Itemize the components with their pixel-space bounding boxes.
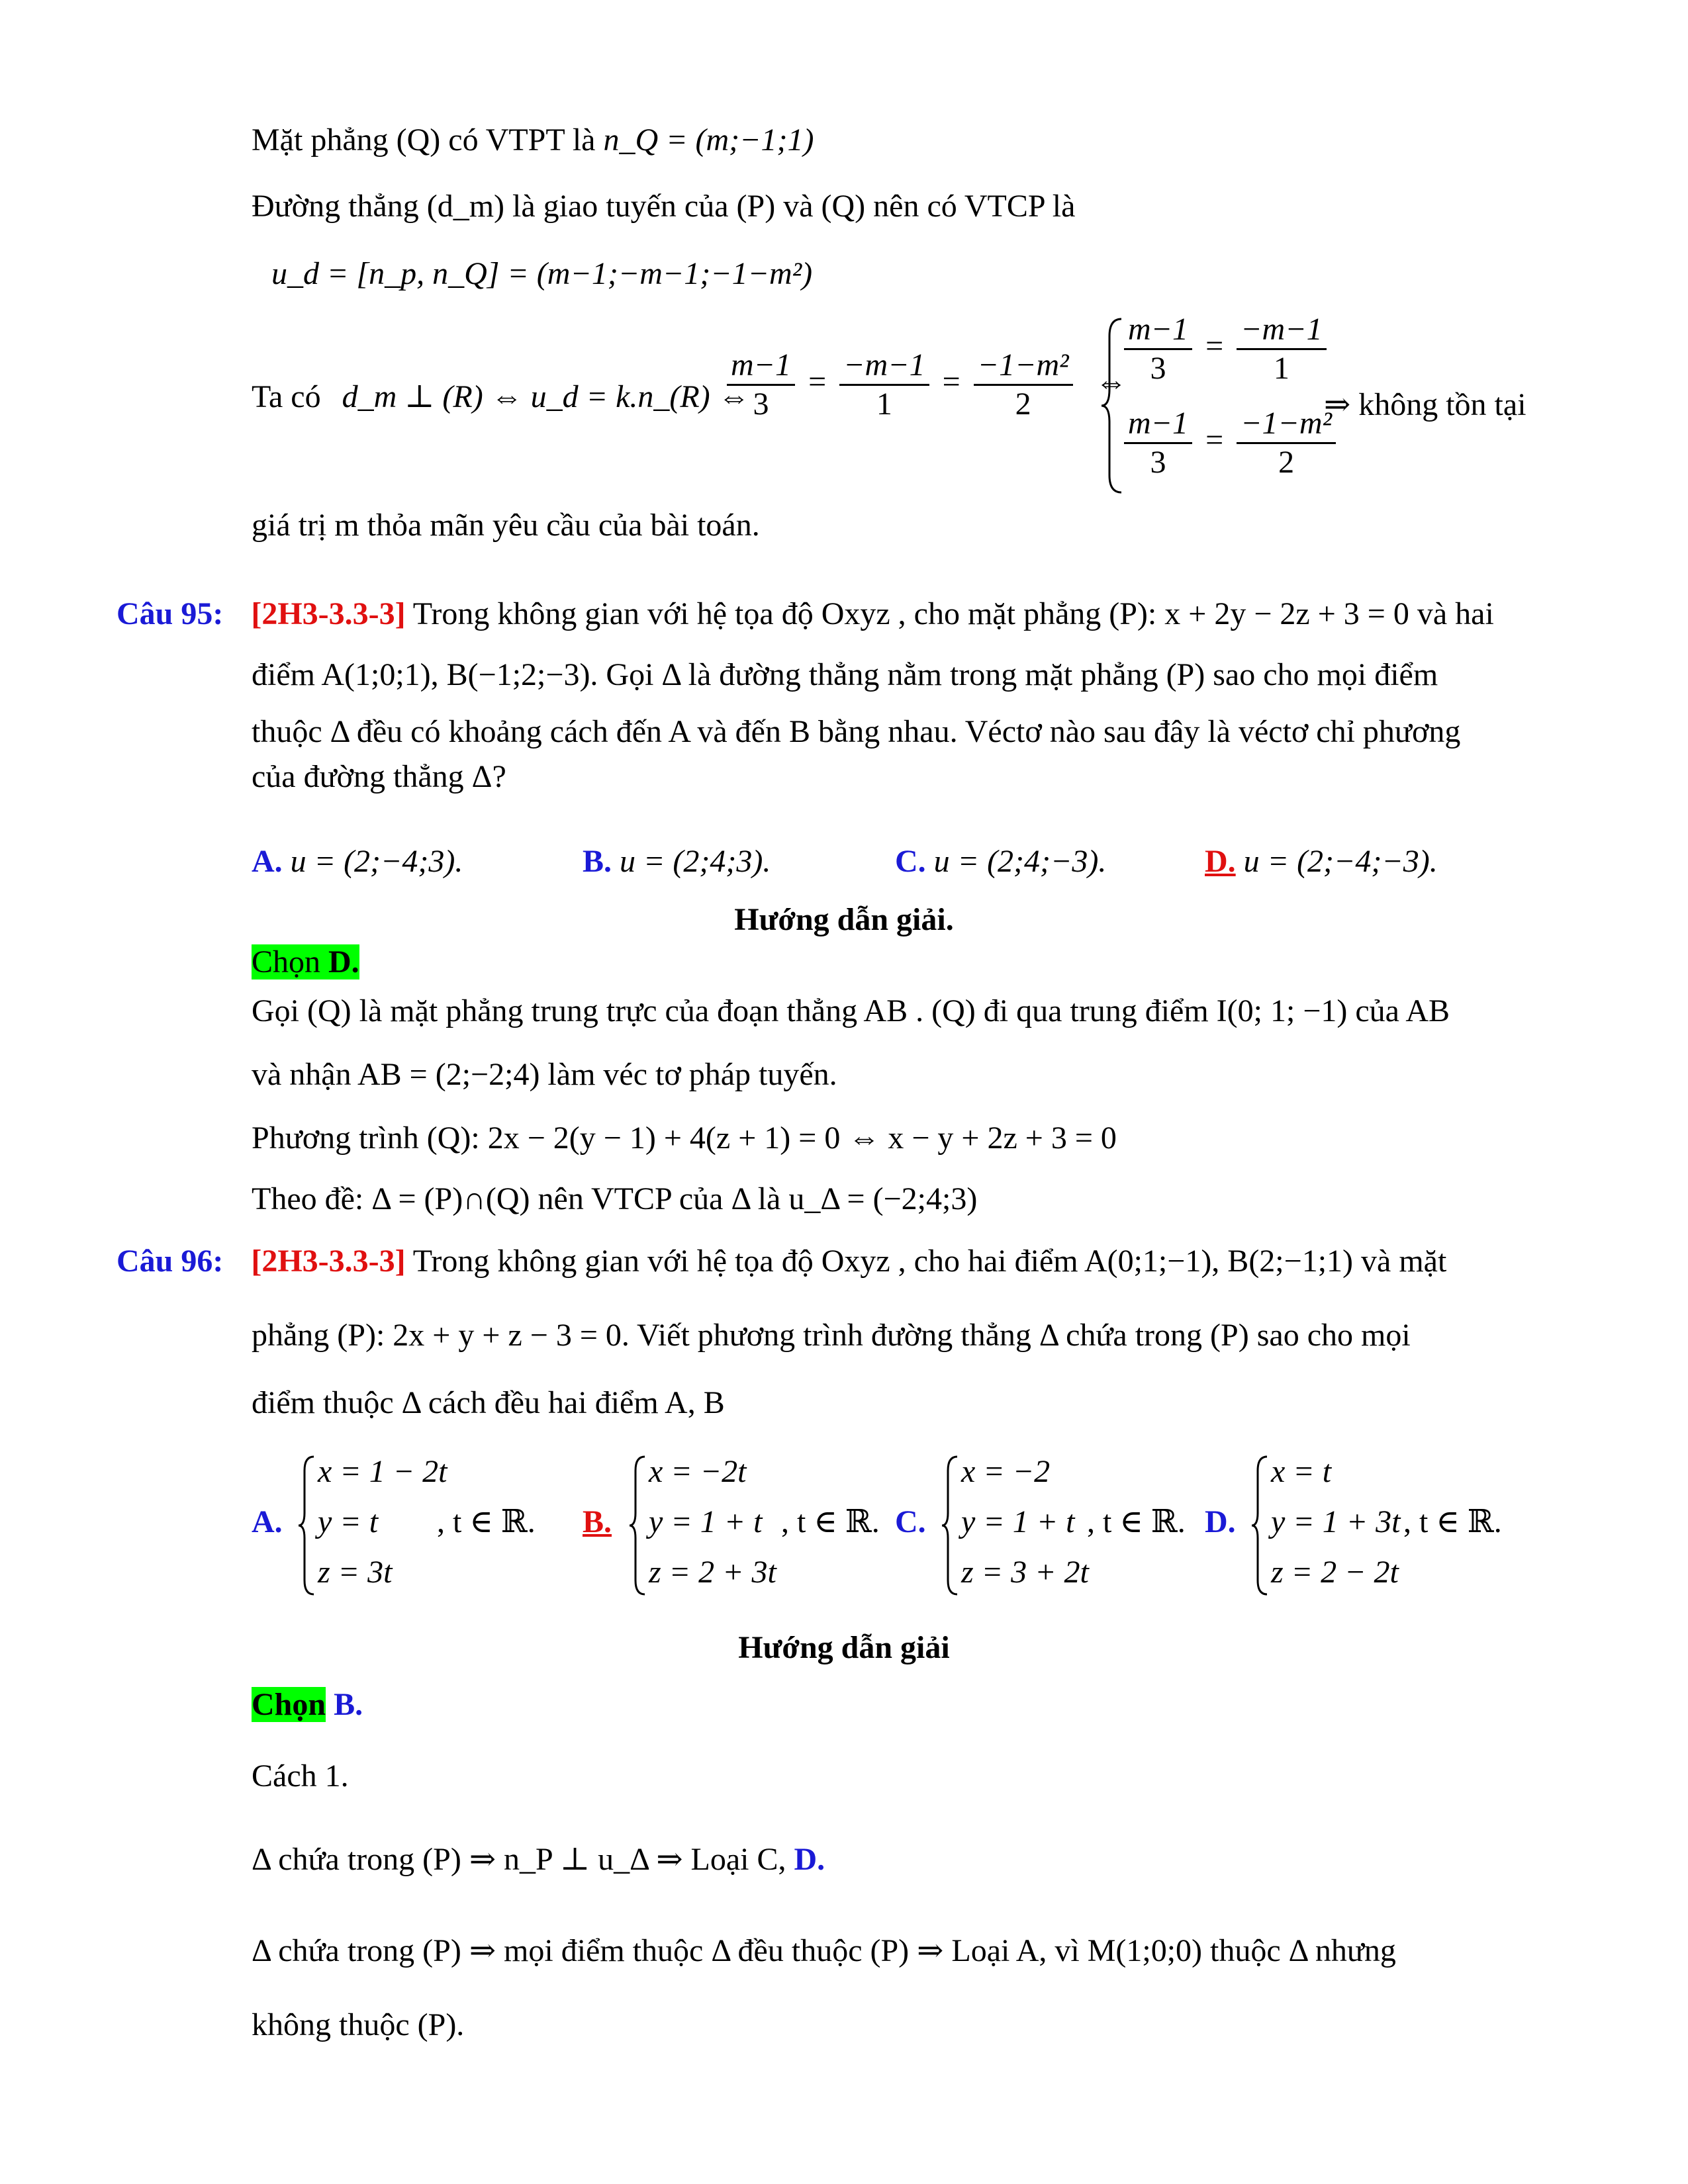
intro-line-5: giá trị m thỏa mãn yêu cầu của bài toán. [252, 508, 760, 543]
q95-line-2: điểm A(1;0;1), B(−1;2;−3). Gọi Δ là đường thẳng nằm trong mặt phẳng (P) sao cho mọi điểm [252, 657, 1438, 692]
fraction-chain: $\frac{m-1}{3}$ = $\frac{-m-1}{1}$ = $\frac{\text{−1−m²}}{2}$ ⇔ [722, 347, 1127, 423]
q96-choose: Chọn B. [252, 1687, 363, 1722]
q96-step-3: không thuộc (P). [252, 2007, 465, 2042]
intro-line-2: Đường thẳng (d_m) là giao tuyến của (P) và (Q) nên có VTCP là [252, 189, 1076, 224]
q95-sol-2: và nhận AB = (2;−2;4) làm véc tơ pháp tuyến. [252, 1057, 837, 1092]
q95-sol-1: Gọi (Q) là mặt phẳng trung trực của đoạn thẳng AB . (Q) đi qua trung điểm I(0; 1; −1) của AB [252, 993, 1450, 1028]
q96-line-2: phẳng (P): 2x + y + z − 3 = 0. Viết phương trình đường thẳng Δ chứa trong (P) sao cho mọi [252, 1318, 1411, 1353]
perp-condition: d_m ⊥ (R) ⇔ u_d = k.n_(R) ⇔ [342, 379, 750, 414]
q95-text-1: Trong không gian với hệ tọa độ Oxyz , cho mặt phẳng (P): x + 2y − 2z + 3 = 0 và hai [412, 596, 1494, 631]
system-row-2: $\frac{m-1}{3}$ = $\frac{\text{−1−m²}}{2}$ [1119, 405, 1341, 481]
intro-line-3: u_d = [n_p, n_Q] = (m−1;−m−1;−1−m²) [271, 256, 813, 291]
fraction-1: $\frac{m-1}{3}$ [727, 347, 795, 423]
ta-co-label: Ta có [252, 379, 321, 414]
q96-step-2: Δ chứa trong (P) ⇒ mọi điểm thuộc Δ đều thuộc (P) ⇒ Loại A, vì M(1;0;0) thuộc Δ nhưng [252, 1933, 1396, 1968]
system-row-1: $\frac{m-1}{3}$ = $\frac{-m-1}{1}$ [1119, 311, 1332, 387]
q96-line-3: điểm thuộc Δ cách đều hai điểm A, B [252, 1385, 725, 1420]
q96-label: Câu 96: [117, 1244, 224, 1279]
q95-option-d: D. u = (2;−4;−3). [1205, 844, 1438, 879]
q95-choose: Chọn D. [252, 944, 359, 979]
q96-code: [2H3-3.3-3] [251, 1244, 406, 1279]
intro-text: Mặt phẳng (Q) có VTPT là [252, 122, 596, 158]
q95-label: Câu 95: [117, 596, 224, 631]
q95-line-3: thuộc Δ đều có khoảng cách đến A và đến B bằng nhau. Véctơ nào sau đây là véctơ chỉ phương [252, 714, 1461, 749]
q96-guide-title: Hướng dẫn giải [738, 1630, 950, 1665]
q95-line-4: của đường thẳng Δ? [252, 759, 506, 794]
fraction-2: $\frac{-m-1}{1}$ [839, 347, 929, 423]
q95-option-a: A. u = (2;−4;3). [252, 844, 463, 879]
q95-guide-title: Hướng dẫn giải. [734, 902, 954, 937]
q95-code: [2H3-3.3-3] [251, 596, 406, 631]
q96-line-1 [117, 1242, 1446, 1281]
normal-vector-q: n_Q = (m;−1;1) [603, 122, 814, 158]
q96-method: Cách 1. [252, 1758, 349, 1794]
intro-line-1 [252, 120, 814, 160]
fraction-3: $\frac{\text{−1−m²}}{2}$ [974, 347, 1073, 423]
q95-sol-3: Phương trình (Q): 2x − 2(y − 1) + 4(z + 1) = 0 ⇔ x − y + 2z + 3 = 0 [252, 1120, 1117, 1156]
intro-line-4 [252, 377, 750, 417]
q95-line-1 [117, 594, 1494, 634]
no-solution-tail: ⇒ không tồn tại [1324, 387, 1526, 422]
q95-option-b: B. u = (2;4;3). [583, 844, 771, 879]
q96-step-1: Δ chứa trong (P) ⇒ n_P ⊥ u_Δ ⇒ Loại C, D. [252, 1842, 825, 1877]
q95-sol-4: Theo đề: Δ = (P)∩(Q) nên VTCP của Δ là u_Δ = (−2;4;3) [252, 1181, 978, 1216]
q95-option-c: C. u = (2;4;−3). [895, 844, 1107, 879]
q96-text-1: Trong không gian với hệ tọa độ Oxyz , cho hai điểm A(0;1;−1), B(2;−1;1) và mặt [412, 1244, 1447, 1279]
